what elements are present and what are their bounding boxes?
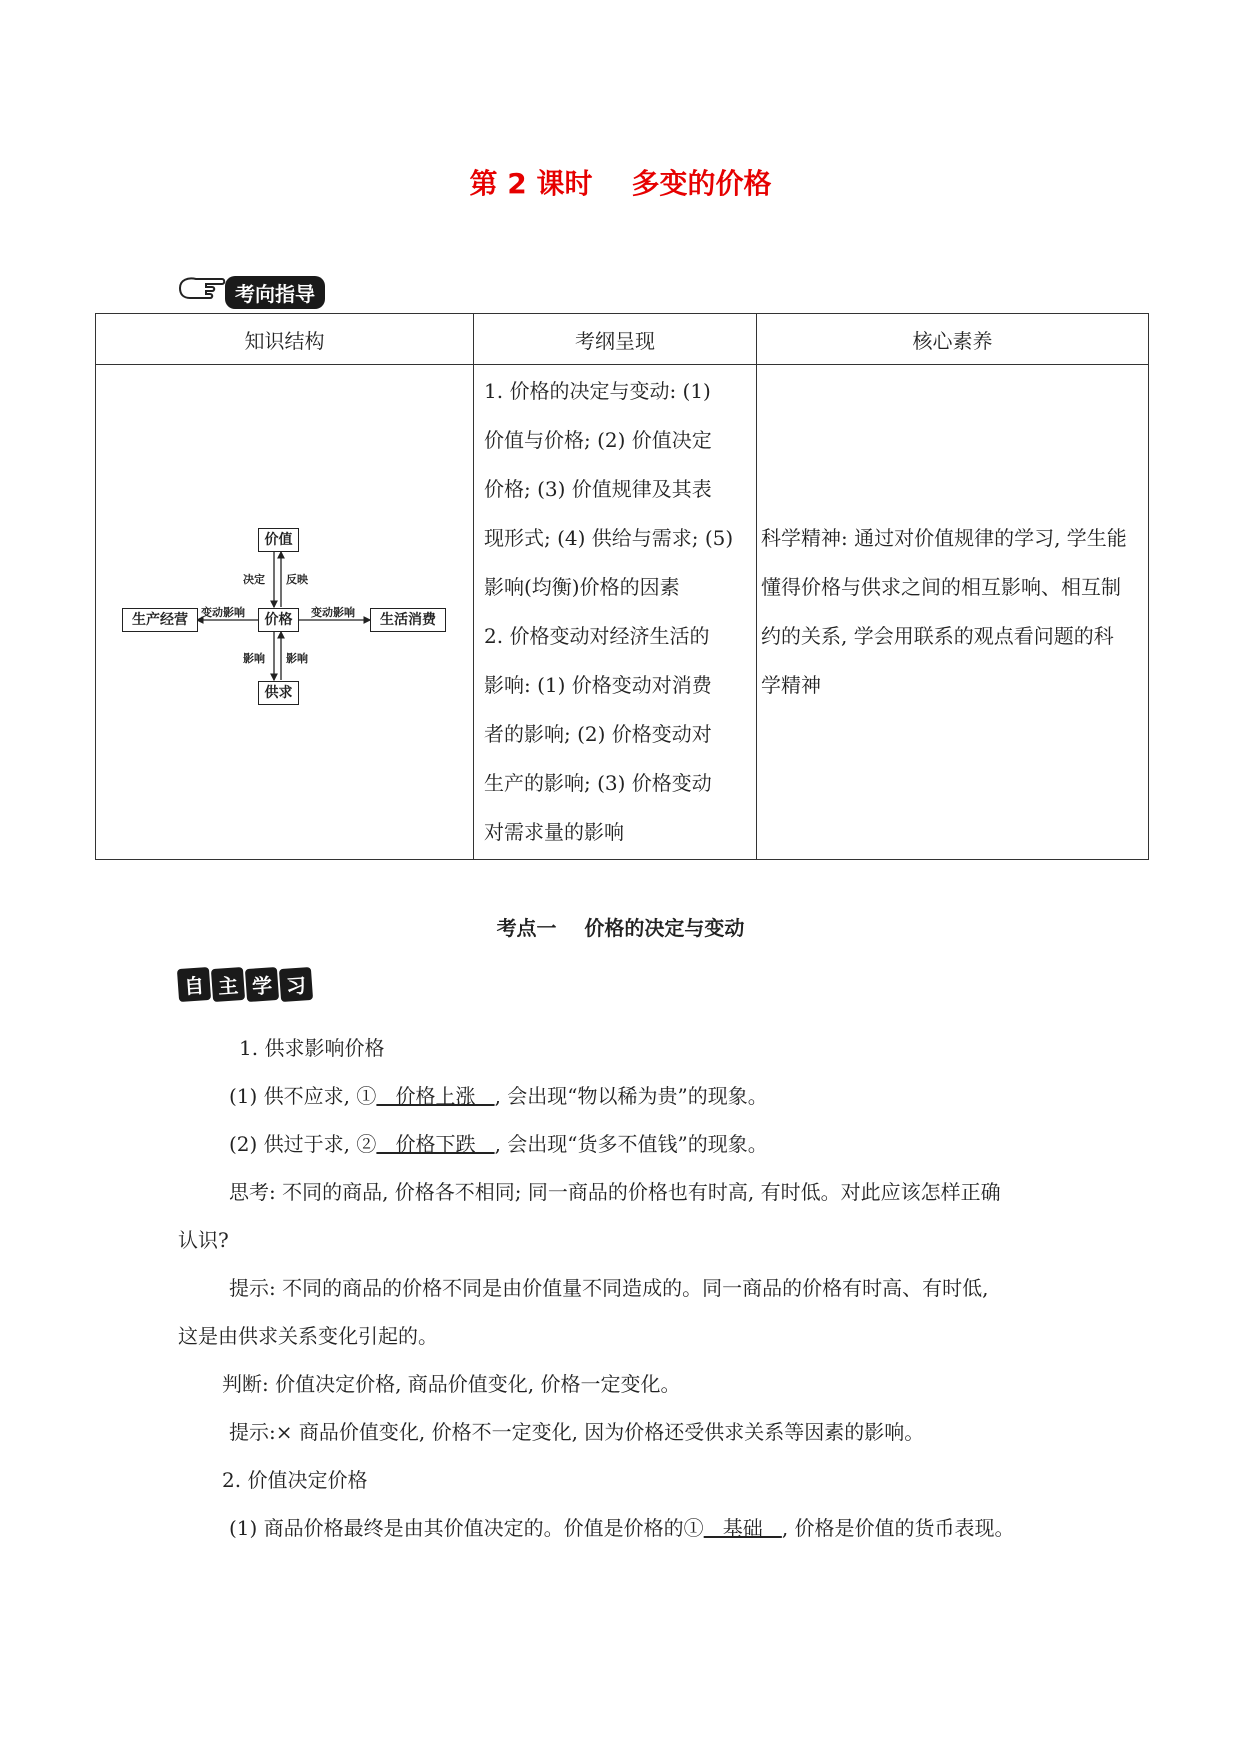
table-header-row: [96, 314, 1149, 365]
syllabus-cell: [474, 365, 757, 860]
study-badge-char: 学: [245, 967, 279, 1002]
header-syllabus: 考纲呈现: [474, 314, 757, 365]
answer-blank: 基础: [703, 1516, 782, 1540]
label-right-change: 变动影响: [311, 606, 355, 619]
table-row: [96, 365, 1149, 860]
paragraph-value-basis: [229, 1512, 1015, 1541]
heading-supply-demand: 1. 供求影响价格: [239, 1036, 385, 1060]
knowledge-diagram: [97, 372, 472, 852]
hint-line-3: 提示:× 商品价值变化, 价格不一定变化, 因为价格还受供求关系等因素的影响。: [229, 1420, 925, 1444]
page-title: 第 2 课时 多变的价格: [469, 167, 772, 200]
syllabus-line: 1. 价格的决定与变动: (1): [484, 379, 711, 403]
think-line-2: 认识?: [178, 1228, 229, 1252]
text: (2) 供过于求, ②: [229, 1132, 377, 1156]
guide-badge: 考向指导: [225, 276, 325, 309]
answer-blank: 价格上涨: [376, 1084, 495, 1108]
node-supply-demand: 供求: [258, 681, 299, 705]
think-line-1: 思考: 不同的商品, 价格各不相同; 同一商品的价格也有时高, 有时低。对此应该怎样正确: [229, 1180, 1001, 1204]
heading-value-price: 2. 价值决定价格: [222, 1468, 368, 1492]
study-badge-char: 自: [177, 967, 211, 1002]
pointing-hand-icon: [176, 274, 226, 306]
core-cell: [757, 365, 1149, 860]
node-value: 价值: [258, 528, 299, 552]
syllabus-line: 现形式; (4) 供给与需求; (5): [484, 526, 734, 550]
syllabus-line: 价格; (3) 价值规律及其表: [484, 477, 712, 501]
guide-table: [95, 313, 1149, 860]
syllabus-line: 影响(均衡)价格的因素: [484, 575, 680, 599]
header-knowledge: 知识结构: [96, 314, 474, 365]
paragraph-shortage: [229, 1080, 768, 1109]
text: , 价格是价值的货币表现。: [781, 1516, 1015, 1540]
syllabus-line: 价值与价格; (2) 价值决定: [484, 428, 712, 452]
syllabus-line: 者的影响; (2) 价格变动对: [484, 722, 712, 746]
core-line: 科学精神: 通过对价值规律的学习, 学生能: [761, 526, 1127, 550]
label-reflects: 反映: [286, 573, 308, 586]
node-production: 生产经营: [122, 608, 198, 632]
label-decides: 决定: [243, 573, 265, 586]
core-line: 约的关系, 学会用联系的观点看问题的科: [761, 624, 1114, 648]
node-consumption: 生活消费: [370, 608, 446, 632]
hint-line-1: 提示: 不同的商品的价格不同是由价值量不同造成的。同一商品的价格有时高、有时低,: [229, 1276, 989, 1300]
judge-line: 判断: 价值决定价格, 商品价值变化, 价格一定变化。: [222, 1372, 681, 1396]
study-badge: [178, 968, 314, 1001]
study-badge-char: 习: [279, 967, 313, 1002]
text: (1) 商品价格最终是由其价值决定的。价值是价格的①: [229, 1516, 704, 1540]
label-affects-up: 影响: [286, 652, 308, 665]
node-price: 价格: [258, 608, 299, 632]
knowledge-diagram-cell: [96, 365, 474, 860]
text: , 会出现“货多不值钱”的现象。: [494, 1132, 768, 1156]
paragraph-surplus: [229, 1128, 768, 1157]
header-core: 核心素养: [757, 314, 1149, 365]
text: , 会出现“物以稀为贵”的现象。: [494, 1084, 768, 1108]
core-line: 懂得价格与供求之间的相互影响、相互制: [761, 575, 1121, 599]
section-title: 考点一 价格的决定与变动: [496, 916, 745, 940]
syllabus-line: 2. 价格变动对经济生活的: [484, 624, 710, 648]
core-line: 学精神: [761, 673, 821, 697]
syllabus-line: 生产的影响; (3) 价格变动: [484, 771, 712, 795]
hint-line-2: 这是由供求关系变化引起的。: [178, 1324, 438, 1348]
syllabus-line: 对需求量的影响: [484, 820, 624, 844]
label-affects-down: 影响: [243, 652, 265, 665]
study-badge-char: 主: [211, 967, 245, 1002]
label-left-change: 变动影响: [201, 606, 245, 619]
answer-blank: 价格下跌: [376, 1132, 495, 1156]
syllabus-line: 影响: (1) 价格变动对消费: [484, 673, 712, 697]
text: (1) 供不应求, ①: [229, 1084, 377, 1108]
